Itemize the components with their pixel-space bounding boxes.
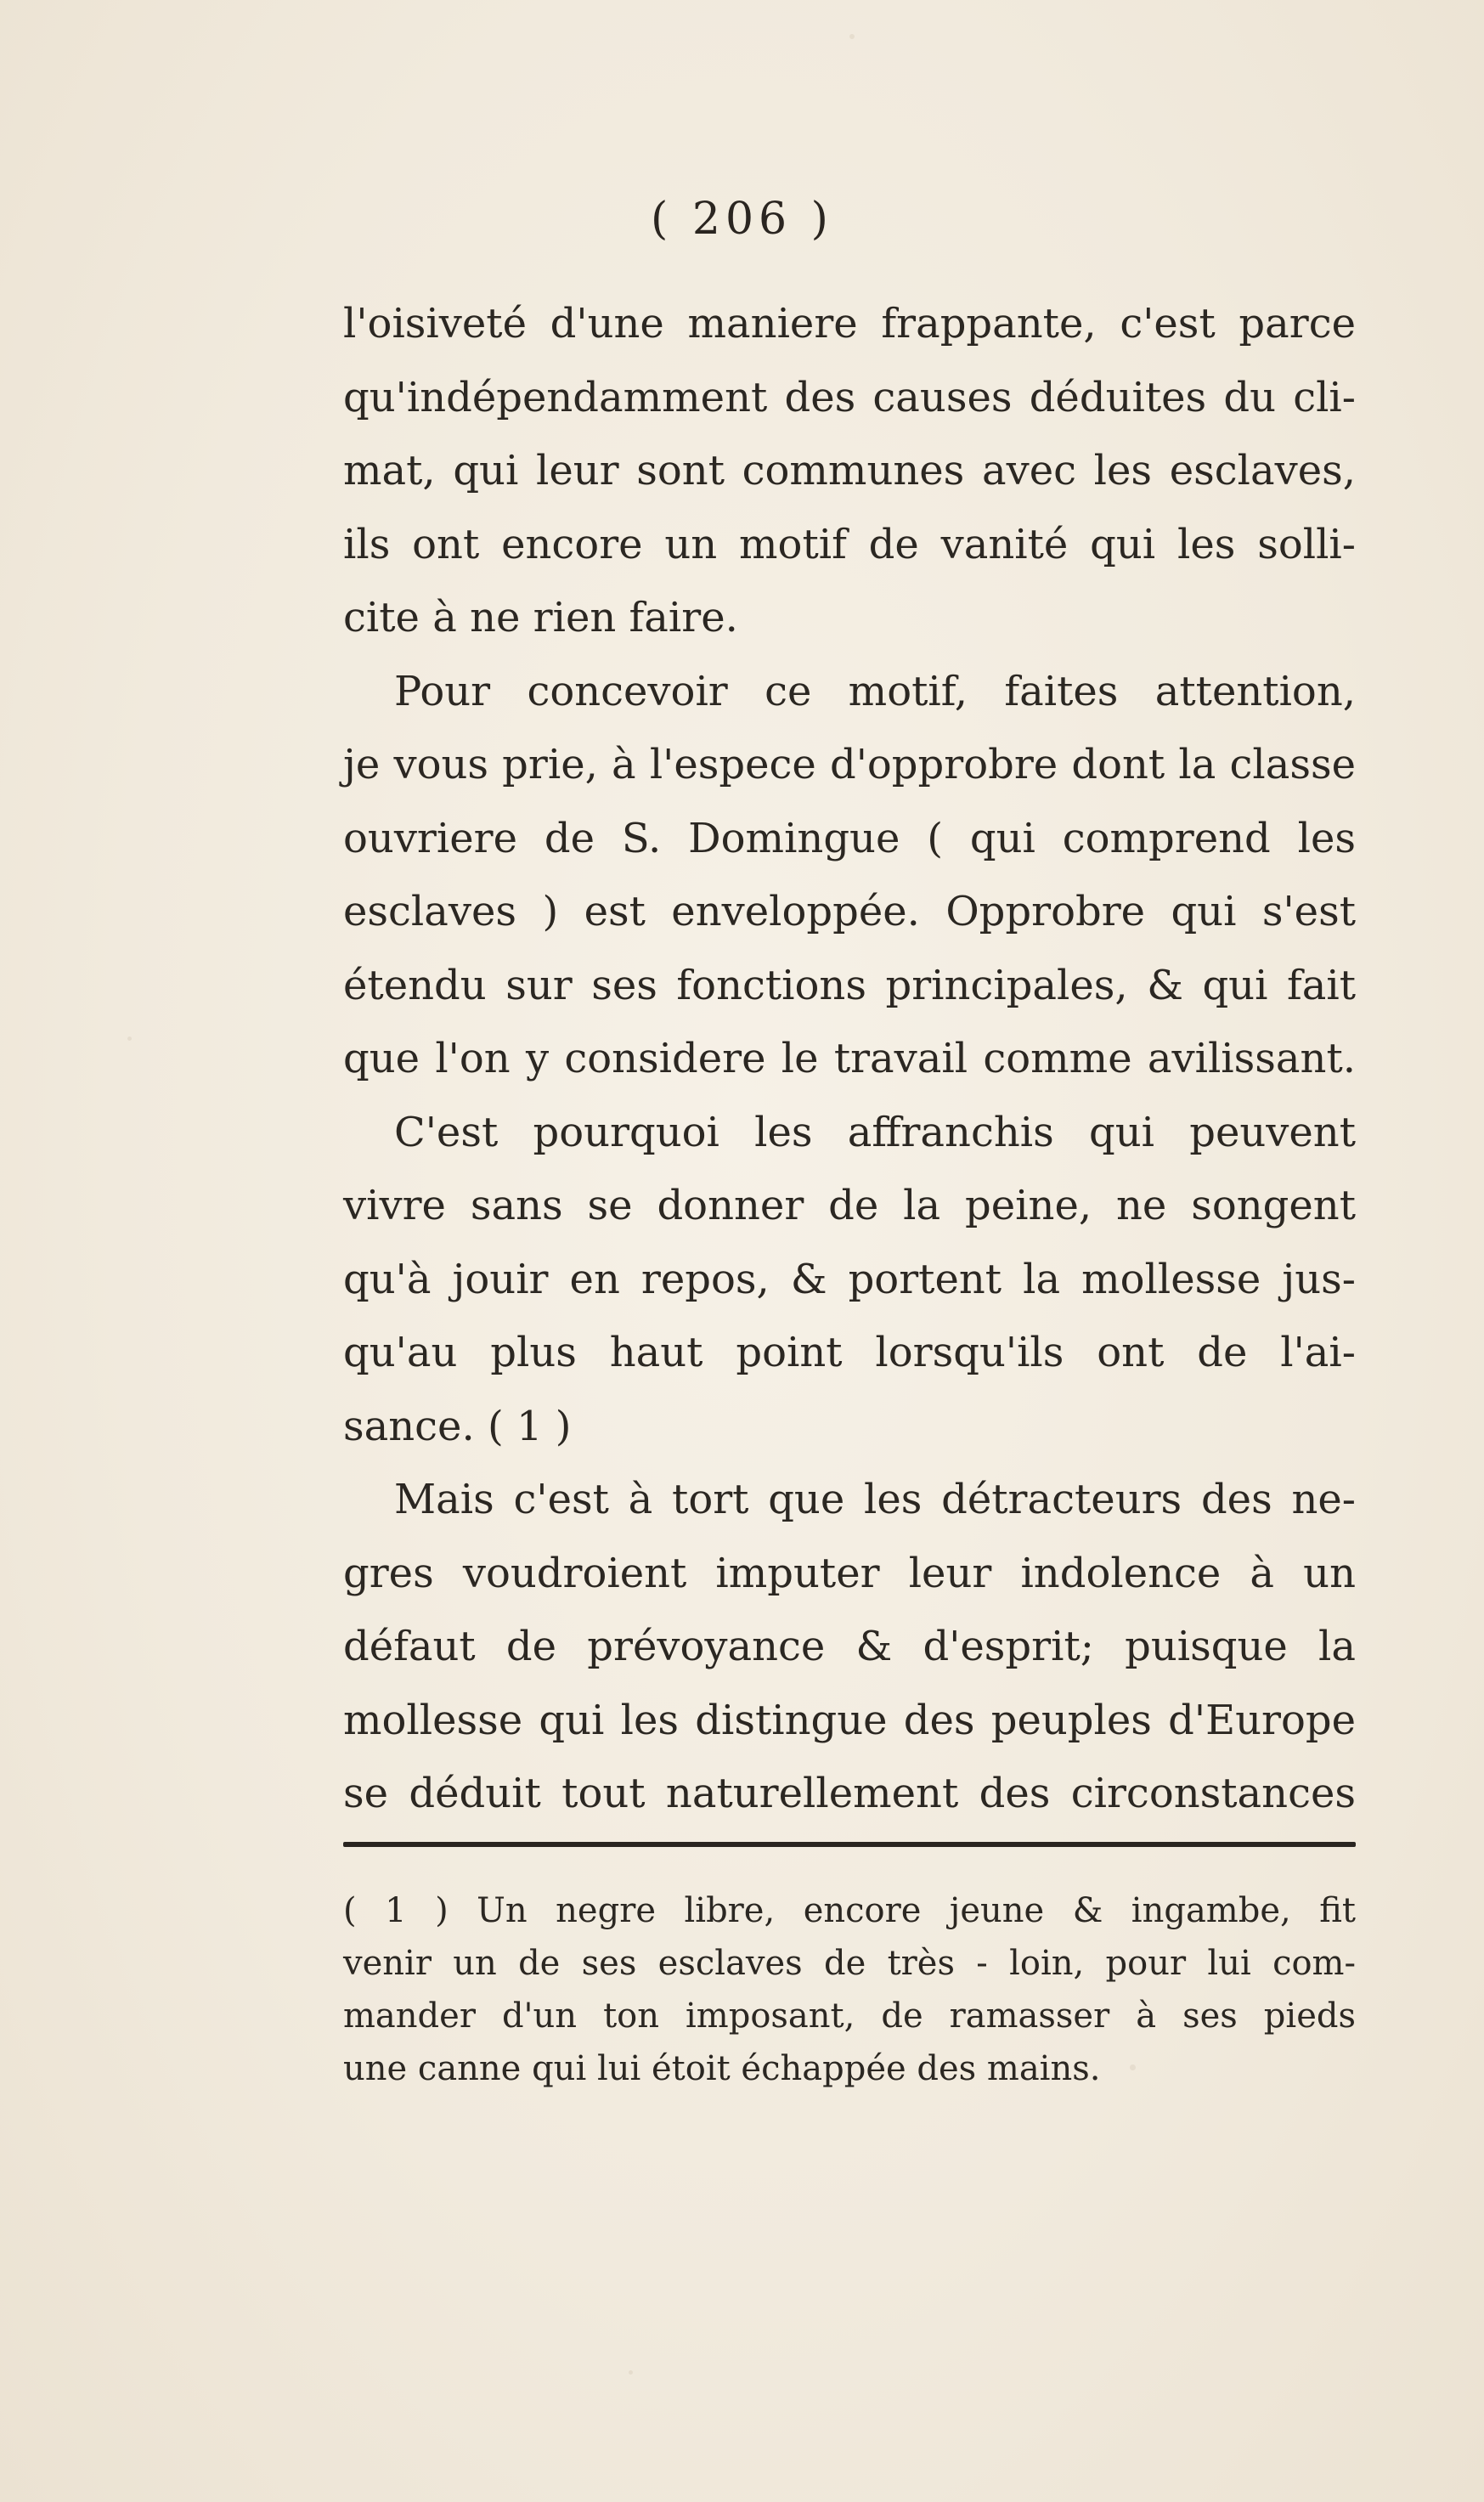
- text-line: l'oisiveté d'une maniere frappante, c'est parce: [343, 300, 1356, 347]
- text-line: mat, qui leur sont communes avec les esclaves,: [343, 447, 1356, 494]
- text-line: ouvriere de S. Domingue ( qui comprend les: [343, 814, 1356, 862]
- text-line: se déduit tout naturellement des circonstances: [343, 1770, 1356, 1817]
- footnote-line: mander d'un ton imposant, de ramasser à ses pieds: [343, 1997, 1356, 2036]
- text-line: je vous prie, à l'espece d'opprobre dont la classe: [343, 741, 1356, 788]
- text-line: qu'à jouir en repos, & portent la mollesse jus-: [343, 1255, 1356, 1303]
- text-line: gres voudroient imputer leur indolence à un: [343, 1549, 1356, 1597]
- footnote-separator-rule: [343, 1842, 1356, 1847]
- footnote-line: une canne qui lui étoit échappée des mains.: [343, 2049, 1101, 2088]
- text-line: qu'au plus haut point lorsqu'ils ont de l'ai-: [343, 1329, 1356, 1376]
- text-line: vivre sans se donner de la peine, ne songent: [343, 1182, 1356, 1229]
- text-line: esclaves ) est enveloppée. Opprobre qui s'est: [343, 888, 1356, 935]
- text-line: sance. ( 1 ): [343, 1402, 572, 1450]
- text-line: qu'indépendamment des causes déduites du cli-: [343, 373, 1356, 421]
- text-line: cite à ne rien faire.: [343, 594, 738, 641]
- body-text: [343, 287, 1356, 1831]
- paper-spot: [849, 34, 855, 39]
- text-line: mollesse qui les distingue des peuples d'Europe: [343, 1696, 1356, 1744]
- page-number: ( 206 ): [651, 194, 833, 245]
- paper-spot: [629, 2370, 633, 2375]
- text-line: que l'on y considere le travail comme avilissant.: [343, 1035, 1356, 1082]
- text-line: défaut de prévoyance & d'esprit; puisque la: [343, 1623, 1356, 1670]
- paragraph-start-line: Mais c'est à tort que les détracteurs des ne-: [394, 1476, 1356, 1523]
- footnote-line: ( 1 ) Un negre libre, encore jeune & ingambe, fit: [343, 1891, 1356, 1930]
- footnote: [343, 1884, 1356, 2095]
- paper-spot: [127, 1036, 132, 1041]
- paragraph-start-line: Pour concevoir ce motif, faites attention,: [394, 667, 1356, 715]
- text-line: ils ont encore un motif de vanité qui les solli-: [343, 520, 1356, 568]
- text-line: étendu sur ses fonctions principales, & qui fait: [343, 961, 1356, 1009]
- footnote-line: venir un de ses esclaves de très - loin, pour lui com-: [343, 1944, 1356, 1983]
- paragraph-start-line: C'est pourquoi les affranchis qui peuvent: [394, 1108, 1356, 1156]
